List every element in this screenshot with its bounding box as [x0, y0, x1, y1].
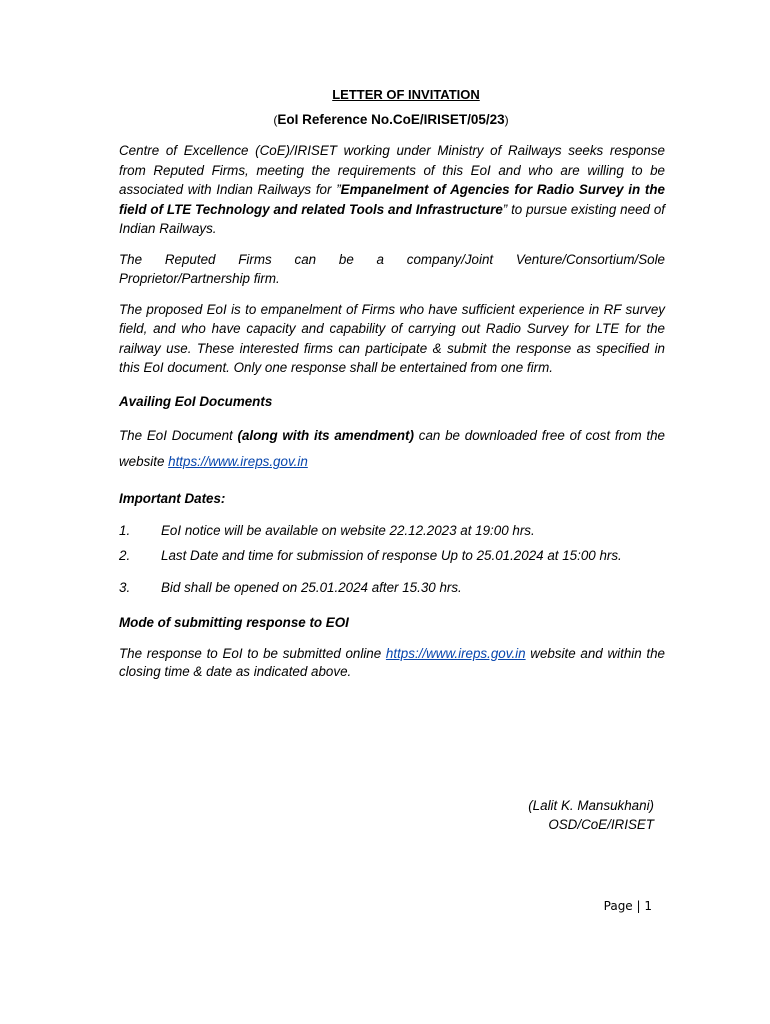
signatory-name: (Lalit K. Mansukhani) — [528, 798, 654, 813]
list-item-text: EoI notice will be available on website 22.12.2023 at 19:00 hrs. — [161, 522, 535, 538]
intro-text-start: Centre of Excellence (CoE)/IRISET working under Ministry of Railways seeks response from Reputed Firms, meeting the requirements of this EoI and who are willing to be associated with Indian Railways for ” — [119, 143, 665, 197]
reference-open-paren: ( — [273, 113, 278, 127]
reference-close-paren: ) — [504, 113, 509, 127]
list-item-number: 2. — [119, 548, 131, 563]
list-item-text: Bid shall be opened on 25.01.2024 after 15.30 hrs. — [161, 579, 462, 595]
list-item-text: Last Date and time for submission of response Up to 25.01.2024 at 15:00 hrs. — [161, 548, 622, 563]
page-number: Page | 1 — [603, 899, 652, 913]
letter-title: LETTER OF INVITATION — [332, 87, 480, 102]
availing-heading: Availing EoI Documents — [119, 393, 273, 409]
signatory-designation: OSD/CoE/IRISET — [548, 817, 654, 832]
list-item — [119, 521, 665, 541]
intro-text-end: ” to pursue existing need of Indian Railways. — [119, 201, 665, 236]
mode-text-end: website and within the closing time & date as indicated above. — [119, 645, 666, 679]
mode-heading: Mode of submitting response to EOI — [119, 615, 349, 630]
purpose-paragraph: The proposed EoI is to empanelment of Firms who have sufficient experience in RF survey field, and who have capacity and capability of carrying out Radio Survey for LTE for the railway use. These interested firms can participate & submit the response as specified in this EoI document. Only one response shall be entertained from one firm. — [119, 301, 665, 375]
mode-paragraph — [119, 645, 665, 681]
important-dates-heading: Important Dates: — [119, 491, 226, 506]
mode-text-start: The response to EoI to be submitted online — [119, 645, 386, 661]
list-item — [119, 578, 665, 598]
reference-number: EoI Reference No.CoE/IRISET/05/23 — [277, 112, 505, 127]
list-item-number: 3. — [119, 579, 131, 595]
list-item — [119, 546, 665, 566]
intro-paragraph — [119, 141, 665, 239]
ireps-link[interactable]: https://www.ireps.gov.in — [168, 454, 308, 469]
firms-paragraph: The Reputed Firms can be a company/Joint Venture/Consortium/Sole Proprietor/Partnership firm. — [119, 251, 665, 286]
important-dates-list — [119, 521, 665, 598]
availing-bold-amendment: (along with its amendment) — [237, 428, 414, 443]
ireps-link[interactable]: https://www.ireps.gov.in — [385, 645, 526, 661]
availing-text-start: The EoI Document — [119, 428, 238, 443]
availing-text-end: can be downloaded free of cost from the website — [119, 428, 665, 469]
list-item-number: 1. — [119, 522, 131, 538]
availing-paragraph — [119, 423, 665, 475]
intro-bold-scope: Empanelment of Agencies for Radio Survey in the field of LTE Technology and related Tools and Infrastructure — [119, 182, 665, 217]
eoi-reference — [0, 112, 770, 127]
letter-body — [119, 141, 665, 692]
signature-block — [528, 796, 654, 834]
